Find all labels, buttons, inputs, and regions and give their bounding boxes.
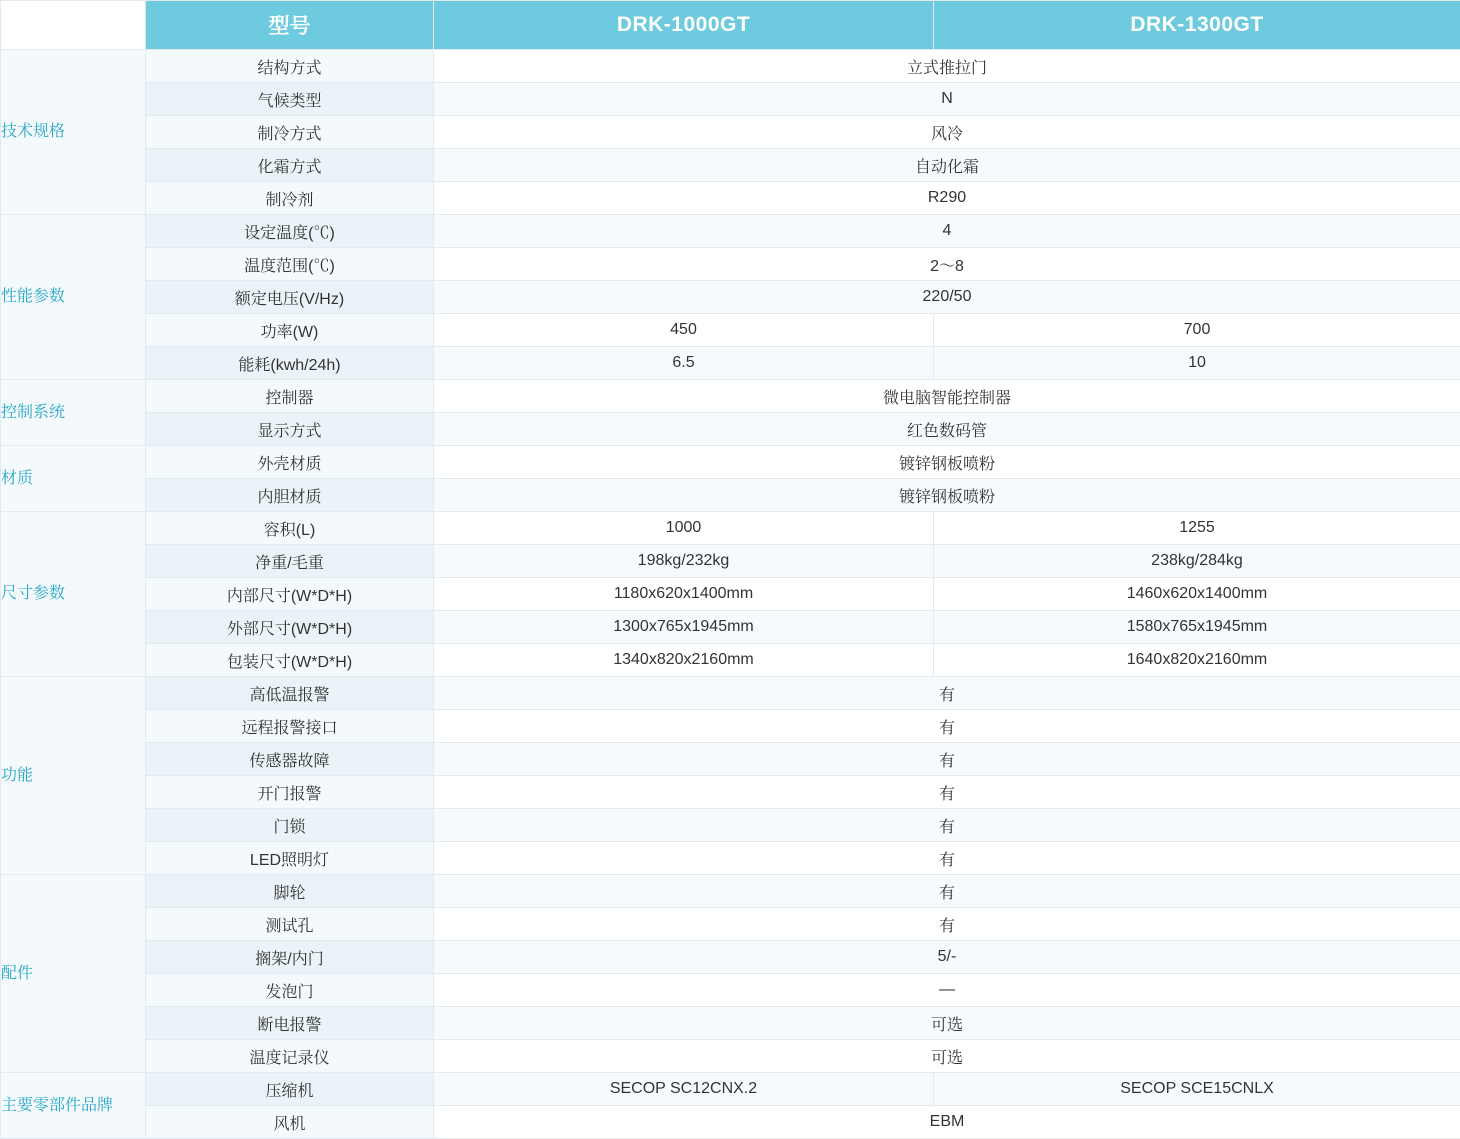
table-row: [1, 677, 1460, 710]
row-value-shared: 有: [434, 677, 1460, 710]
table-row: [1, 479, 1460, 512]
header-empty-cell: [1, 1, 146, 50]
table-row: [1, 50, 1460, 83]
row-value-col1: 1180x620x1400mm: [434, 578, 934, 611]
group-label-7: 配件: [1, 875, 146, 1073]
row-value-shared: 4: [434, 215, 1460, 248]
row-value-shared: 镀锌钢板喷粉: [434, 479, 1460, 512]
table-row: [1, 710, 1460, 743]
row-item-label: 功率(W): [146, 314, 434, 347]
row-item-label: 高低温报警: [146, 677, 434, 710]
row-item-label: 压缩机: [146, 1073, 434, 1106]
table-row: [1, 908, 1460, 941]
row-item-label: 内胆材质: [146, 479, 434, 512]
row-value-col1: 450: [434, 314, 934, 347]
row-item-label: 发泡门: [146, 974, 434, 1007]
table-header: [1, 1, 1460, 50]
table-row: [1, 347, 1460, 380]
row-value-shared: 微电脑智能控制器: [434, 380, 1460, 413]
table-row: [1, 215, 1460, 248]
row-value-shared: 可选: [434, 1040, 1460, 1073]
table-row: [1, 611, 1460, 644]
row-value-col1: 1000: [434, 512, 934, 545]
table-row: [1, 809, 1460, 842]
group-label-3: 控制系统: [1, 380, 146, 446]
row-value-shared: 5/-: [434, 941, 1460, 974]
row-item-label: 显示方式: [146, 413, 434, 446]
row-item-label: 控制器: [146, 380, 434, 413]
table-row: [1, 149, 1460, 182]
row-value-col2: 700: [934, 314, 1460, 347]
table-row: [1, 875, 1460, 908]
table-row: [1, 512, 1460, 545]
row-item-label: 门锁: [146, 809, 434, 842]
table-row: [1, 842, 1460, 875]
group-label-4: 材质: [1, 446, 146, 512]
row-value-shared: 可选: [434, 1007, 1460, 1040]
header-model-label: 型号: [146, 1, 434, 50]
row-value-shared: R290: [434, 182, 1460, 215]
row-item-label: 开门报警: [146, 776, 434, 809]
row-item-label: 净重/毛重: [146, 545, 434, 578]
table-row: [1, 248, 1460, 281]
row-value-col1: SECOP SC12CNX.2: [434, 1073, 934, 1106]
row-value-shared: 风冷: [434, 116, 1460, 149]
header-column-1: DRK-1000GT: [434, 1, 934, 50]
row-value-col1: 198kg/232kg: [434, 545, 934, 578]
row-value-col2: 1640x820x2160mm: [934, 644, 1460, 677]
row-item-label: 制冷方式: [146, 116, 434, 149]
row-value-shared: 有: [434, 809, 1460, 842]
table-body: [1, 50, 1460, 1139]
table-row: [1, 974, 1460, 1007]
group-label-8: 主要零部件品牌: [1, 1073, 146, 1139]
row-item-label: 搁架/内门: [146, 941, 434, 974]
row-item-label: 包装尺寸(W*D*H): [146, 644, 434, 677]
row-value-col2: 1460x620x1400mm: [934, 578, 1460, 611]
table-row: [1, 413, 1460, 446]
group-label-5: 尺寸参数: [1, 512, 146, 677]
table-row: [1, 1040, 1460, 1073]
table-row: [1, 941, 1460, 974]
table-row: [1, 1007, 1460, 1040]
row-value-shared: EBM: [434, 1106, 1460, 1139]
table-row: [1, 116, 1460, 149]
table-row: [1, 446, 1460, 479]
row-item-label: 风机: [146, 1106, 434, 1139]
row-item-label: 传感器故障: [146, 743, 434, 776]
table-row: [1, 545, 1460, 578]
row-item-label: 外壳材质: [146, 446, 434, 479]
table-row: [1, 743, 1460, 776]
row-value-col2: 1255: [934, 512, 1460, 545]
row-value-col2: SECOP SCE15CNLX: [934, 1073, 1460, 1106]
group-label-6: 功能: [1, 677, 146, 875]
row-item-label: 气候类型: [146, 83, 434, 116]
table-row: [1, 281, 1460, 314]
row-item-label: 化霜方式: [146, 149, 434, 182]
row-value-col1: 6.5: [434, 347, 934, 380]
row-value-col1: 1300x765x1945mm: [434, 611, 934, 644]
row-item-label: LED照明灯: [146, 842, 434, 875]
row-value-shared: 立式推拉门: [434, 50, 1460, 83]
row-item-label: 额定电压(V/Hz): [146, 281, 434, 314]
table-row: [1, 83, 1460, 116]
header-column-2: DRK-1300GT: [934, 1, 1460, 50]
row-value-shared: —: [434, 974, 1460, 1007]
row-value-shared: 2〜8: [434, 248, 1460, 281]
row-value-shared: 有: [434, 875, 1460, 908]
group-label-1: 技术规格: [1, 50, 146, 215]
table-row: [1, 1073, 1460, 1106]
table-row: [1, 182, 1460, 215]
row-value-shared: 有: [434, 776, 1460, 809]
row-value-col2: 10: [934, 347, 1460, 380]
group-label-2: 性能参数: [1, 215, 146, 380]
row-value-col2: 238kg/284kg: [934, 545, 1460, 578]
table-row: [1, 1106, 1460, 1139]
row-value-shared: N: [434, 83, 1460, 116]
row-item-label: 能耗(kwh/24h): [146, 347, 434, 380]
row-value-shared: 有: [434, 842, 1460, 875]
row-value-shared: 有: [434, 908, 1460, 941]
table-row: [1, 314, 1460, 347]
table-row: [1, 380, 1460, 413]
row-item-label: 制冷剂: [146, 182, 434, 215]
row-value-shared: 镀锌钢板喷粉: [434, 446, 1460, 479]
row-value-shared: 有: [434, 710, 1460, 743]
row-value-col2: 1580x765x1945mm: [934, 611, 1460, 644]
row-item-label: 容积(L): [146, 512, 434, 545]
row-value-col1: 1340x820x2160mm: [434, 644, 934, 677]
table-row: [1, 644, 1460, 677]
row-value-shared: 220/50: [434, 281, 1460, 314]
row-item-label: 测试孔: [146, 908, 434, 941]
row-value-shared: 有: [434, 743, 1460, 776]
row-item-label: 内部尺寸(W*D*H): [146, 578, 434, 611]
row-item-label: 断电报警: [146, 1007, 434, 1040]
row-value-shared: 红色数码管: [434, 413, 1460, 446]
row-item-label: 远程报警接口: [146, 710, 434, 743]
row-item-label: 温度记录仪: [146, 1040, 434, 1073]
row-item-label: 脚轮: [146, 875, 434, 908]
table-row: [1, 578, 1460, 611]
row-item-label: 结构方式: [146, 50, 434, 83]
row-value-shared: 自动化霜: [434, 149, 1460, 182]
row-item-label: 温度范围(℃): [146, 248, 434, 281]
table-row: [1, 776, 1460, 809]
row-item-label: 设定温度(℃): [146, 215, 434, 248]
row-item-label: 外部尺寸(W*D*H): [146, 611, 434, 644]
